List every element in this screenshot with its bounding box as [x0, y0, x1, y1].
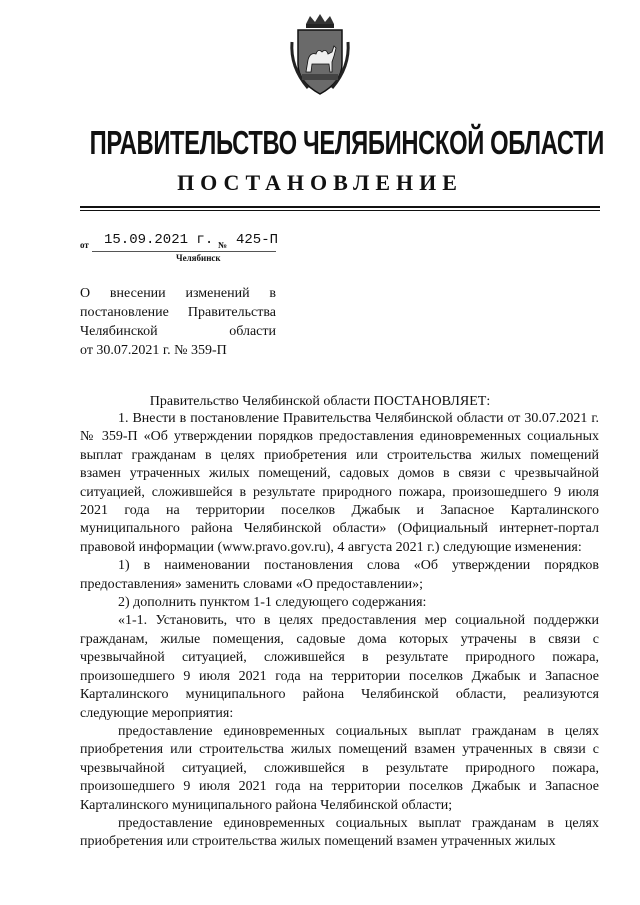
subject-line: от 30.07.2021 г. № 359-П: [80, 343, 227, 358]
document-subject: [80, 284, 276, 360]
issue-city: Челябинск: [176, 253, 221, 263]
registration-line: [0, 232, 640, 256]
preamble: Правительство Челябинской области ПОСТАНОВЛЯЕТ:: [149, 394, 491, 409]
body-paragraph: предоставление единовременных социальных выплат гражданам в целях приобретения или строительства жилых помещений взамен утраченных в связи с чрезвычайной ситуацией, сложившейся в результате природного пожара, произошедшего 9 июля 2021 года на территории поселков Джабык и Запасное Карталинского муниципального района Челябинской области;: [80, 723, 599, 813]
government-title: ПРАВИТЕЛЬСТВО ЧЕЛЯБИНСКОЙ ОБЛАСТИ: [89, 124, 604, 161]
subject-line: постановление Правительства: [80, 305, 276, 320]
body-paragraph: 1) в наименовании постановления слова «Об утверждении порядков предоставления» заменить словами «О предоставлении»;: [80, 558, 599, 592]
body-paragraph: 1. Внести в постановление Правительства Челябинской области от 30.07.2021 г. № 359-П «Об утверждении порядков предоставления единовременных социальных выплат гражданам в целях приобретения или строительства жилых помещений взамен утраченных жилых помещений, садовых домов в связи с чрезвычайной ситуацией, сложившейся в результате природного пожара, произошедшего 9 июля 2021 года на территории поселков Джабык и Запасное Карталинского муниципального района Челябинской области» (Официальный интернет-портал правовой информации (www.pravo.gov.ru), 4 августа 2021 г.) следующие изменения:: [80, 411, 599, 555]
document-date: 15.09.2021 г.: [104, 232, 214, 248]
subject-line: Челябинской области: [80, 324, 276, 339]
document-body: [80, 410, 599, 852]
body-paragraph: «1-1. Установить, что в целях предоставления мер социальной поддержки гражданам, жилые помещения, садовые дома которых утрачены в связи с чрезвычайной ситуацией, сложившейся в результате природного пожара, произошедшего 9 июля 2021 года на территории поселков Джабык и Запасное Карталинского муниципального района Челябинской области, реализуются следующие мероприятия:: [80, 613, 599, 721]
number-label: №: [218, 240, 228, 250]
header-rule-thick: [80, 206, 600, 208]
registration-underline: [92, 251, 276, 252]
header-rule-thin: [80, 210, 600, 211]
document-type: ПОСТАНОВЛЕНИЕ: [177, 170, 463, 195]
body-paragraph: предоставление единовременных социальных выплат гражданам в целях приобретения или строительства жилых помещений взамен утраченных жилых: [80, 815, 599, 850]
document-number: 425-П: [236, 232, 279, 248]
subject-line: О внесении изменений в: [80, 286, 276, 301]
from-label: от: [80, 240, 89, 250]
coat-of-arms-icon: [288, 12, 352, 98]
body-paragraph: 2) дополнить пунктом 1-1 следующего содержания:: [118, 595, 427, 611]
